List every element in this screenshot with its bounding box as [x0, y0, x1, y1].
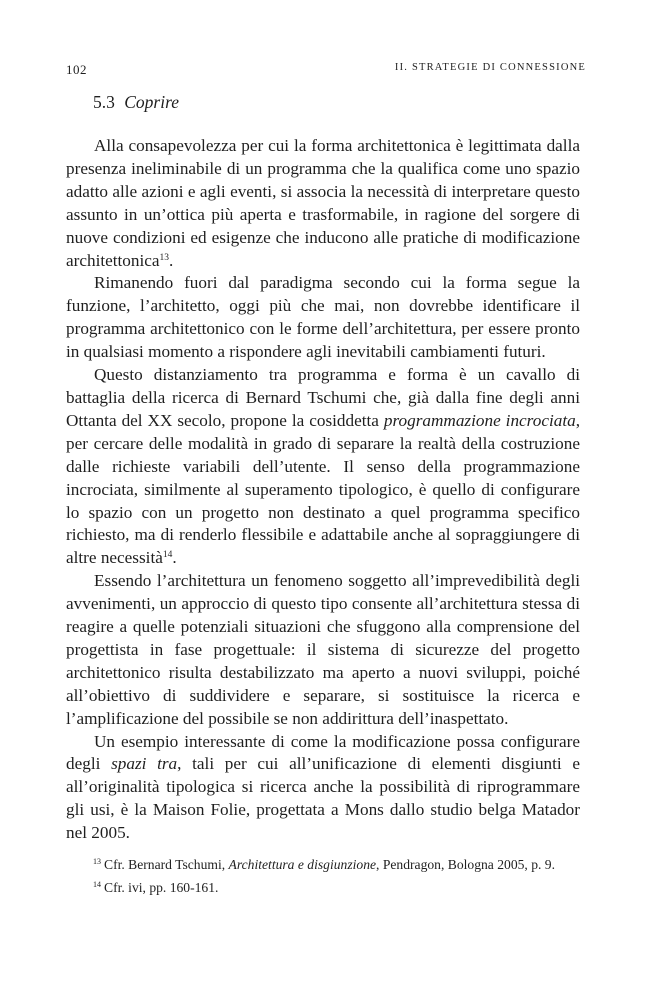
- text-run: Questo distanziamento tra programma e forma è un cavallo di battaglia della ricerca di Bernard Tschumi che, già dalla fine degli anni Ottanta del XX secolo, propone la cosiddetta: [66, 365, 580, 430]
- text-run: , per cercare delle modalità in grado di separare la realtà della costruzione dalle richieste variabili dell’utente. Il senso della programmazione incrociata, similmente al superamento tipologico, è quello di configurare lo spazio con un progetto non destinato a quel programma specifico richiesto, ma di renderlo flessibile e adattabile anche al sopraggiungere di altre necessità: [66, 410, 580, 568]
- paragraph: [66, 135, 580, 272]
- footnote-number: 14: [93, 880, 101, 889]
- footnote: [93, 852, 593, 875]
- footnotes: [93, 852, 593, 898]
- text-run: , Pendragon, Bologna 2005, p. 9.: [376, 857, 556, 872]
- text-run: Cfr. ivi, pp. 160-161.: [104, 880, 219, 895]
- footnote-ref: 13: [159, 252, 170, 263]
- section-title: Coprire: [124, 92, 180, 112]
- page-number: 102: [66, 62, 87, 77]
- italic-text: programmazione incrociata: [383, 410, 576, 430]
- running-title: II. STRATEGIE DI CONNESSIONE: [394, 62, 586, 73]
- text-run: .: [172, 548, 177, 568]
- italic-text: Architettura e disgiunzione: [228, 857, 377, 872]
- page-header: [66, 62, 586, 82]
- text-run: Rimanendo fuori dal paradigma secondo cui la forma segue la funzione, l’architetto, oggi più che mai, non dovrebbe identificare il programma architettonico con le forme dell’architettura, per essere pronto in qualsiasi momento a rispondere agli inevitabili cambiamenti futuri.: [66, 273, 580, 362]
- paragraph: [66, 731, 580, 846]
- text-run: Cfr. Bernard Tschumi,: [104, 857, 229, 872]
- text-run: .: [169, 250, 174, 270]
- text-run: Essendo l’architettura un fenomeno soggetto all’imprevedibilità degli avvenimenti, un approccio di questo tipo consente all’architettura stessa di reagire a quelle potenziali situazioni che sfuggono alla comprensione del progettista in fase progettuale: il sistema di sicurezze del progetto architettonico risulta destabilizzato ma aperto a nuovi sviluppi, poiché all’obiettivo di suddividere e separare, si sostituisce la ricerca e l’amplificazione del possibile se non addirittura dell’inaspettato.: [66, 571, 580, 728]
- footnote-ref: 14: [162, 550, 173, 561]
- paragraph: [66, 272, 580, 364]
- footnote-number: 13: [93, 857, 101, 866]
- section-heading: [93, 92, 179, 113]
- paragraph: [66, 364, 580, 570]
- section-number: 5.3: [93, 92, 115, 112]
- paragraph: [66, 570, 580, 730]
- italic-text: spazi tra: [111, 754, 178, 774]
- text-run: Un esempio interessante di come la modificazione possa configurare degli: [66, 731, 580, 774]
- footnote: [93, 875, 593, 898]
- text-run: Alla consapevolezza per cui la forma architettonica è legittimata dalla presenza ineliminabile di un programma che la qualifica come uno spazio adatto alle azioni e agli eventi, si associa la necessità di interpretare questo assunto in un’ottica più aperta e trasformabile, in ragione del sorgere di nuove condizioni ed esigenze che inducono alle pratiche di modificazione architettonica: [66, 136, 580, 270]
- text-run: , tali per cui all’unificazione di elementi disgiunti e all’originalità tipologica si ricerca anche la possibilità di riprogrammare gli usi, è la Maison Folie, progettata a Mons dallo studio belga Matador nel 2005.: [66, 754, 581, 843]
- body-text: [66, 135, 580, 845]
